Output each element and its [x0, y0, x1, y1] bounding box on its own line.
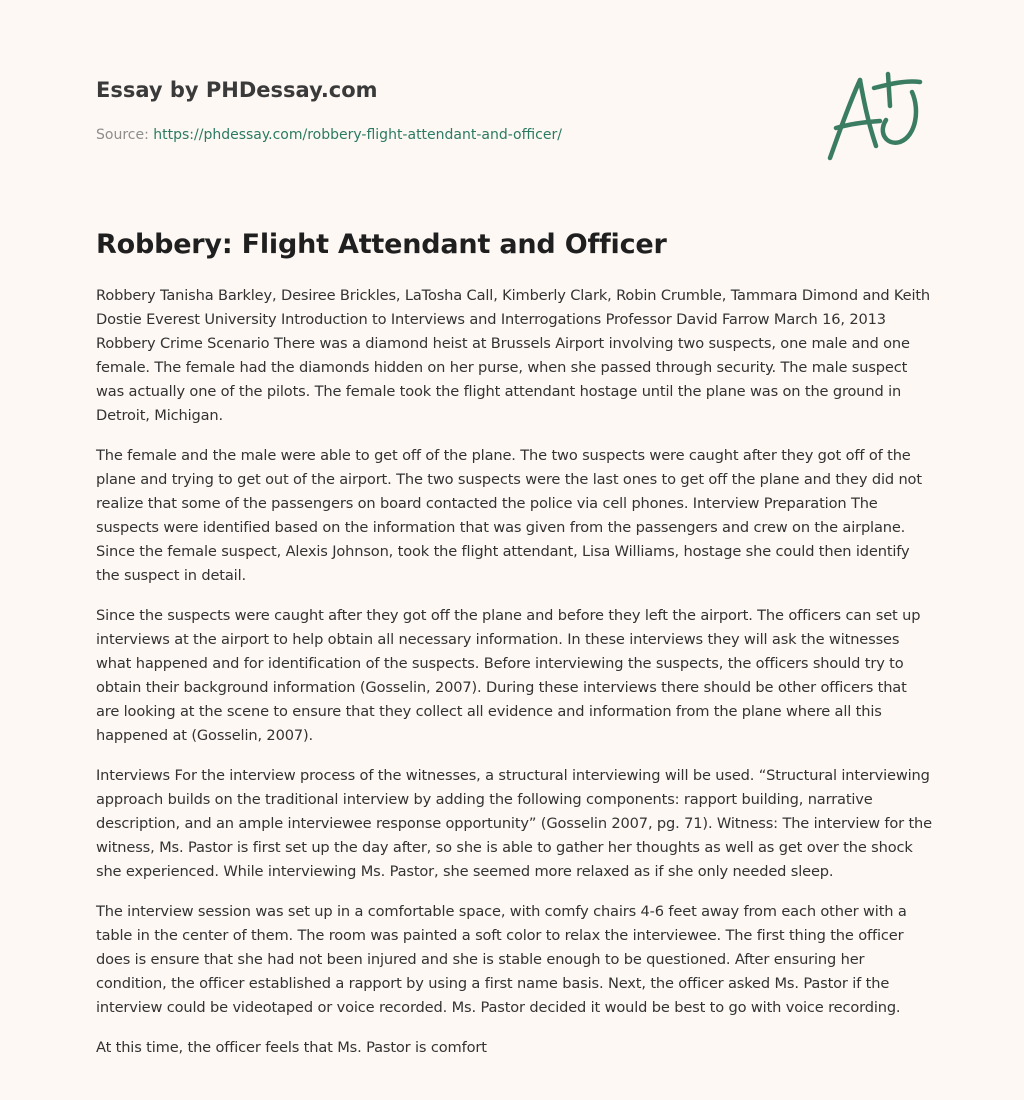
a-plus-logo-icon	[820, 66, 930, 166]
site-title: Essay by PHDessay.com	[96, 78, 378, 102]
site-header	[96, 76, 696, 144]
essay-paragraph: Interviews For the interview process of the witnesses, a structural interviewing will be used. “Structural interviewing approach builds on the traditional interview by adding the following components: rapport building, narrative description, and an ample interviewee response opportunity” (Gosselin 2007, pg. 71). Witness: The interview for the witness, Ms. Pastor is first set up the day after, so she is able to gather her thoughts as well as get over the shock she experienced. While interviewing Ms. Pastor, she seemed more relaxed as if she only needed sleep.	[96, 767, 932, 880]
essay-paragraph: At this time, the officer feels that Ms. Pastor is comfort	[96, 1039, 487, 1056]
essay-paragraph: Since the suspects were caught after they got off the plane and before they left the airport. The officers can set up interviews at the airport to help obtain all necessary information. In these interviews they will ask the witnesses what happened and for identification of the suspects. Before interviewing the suspects, the officers should try to obtain their background information (Gosselin, 2007). During these interviews there should be other officers that are looking at the scene to ensure that they collect all evidence and information from the plane where all this happened at (Gosselin, 2007).	[96, 607, 921, 744]
essay-paragraph: The interview session was set up in a comfortable space, with comfy chairs 4-6 feet away from each other with a table in the center of them. The room was painted a soft color to relax the interviewee. The first thing the officer does is ensure that she had not been injured and she is stable enough to be questioned. After ensuring her condition, the officer established a rapport by using a first name basis. Next, the officer asked Ms. Pastor if the interview could be videotaped or voice recorded. Ms. Pastor decided it would be best to go with voice recording.	[96, 903, 907, 1016]
essay-paragraph: Robbery Tanisha Barkley, Desiree Brickles, LaTosha Call, Kimberly Clark, Robin Crumble, Tammara Dimond and Keith Dostie Everest University Introduction to Interviews and Interrogations Professor David Farrow March 16, 2013 Robbery Crime Scenario There was a diamond heist at Brussels Airport involving two suspects, one male and one female. The female had the diamonds hidden on her purse, when she passed through security. The male suspect was actually one of the pilots. The female took the flight attendant hostage until the plane was on the ground in Detroit, Michigan.	[96, 287, 931, 424]
source-line	[96, 126, 696, 144]
essay-title: Robbery: Flight Attendant and Officer	[96, 229, 667, 260]
essay-paragraph: The female and the male were able to get off of the plane. The two suspects were caught after they got off of the plane and trying to get out of the airport. The two suspects were the last ones to get off the plane and they did not realize that some of the passengers on board contacted the police via cell phones. Interview Preparation The suspects were identified based on the information that was given from the passengers and crew on the airplane. Since the female suspect, Alexis Johnson, took the flight attendant, Lisa Williams, hostage she could then identify the suspect in detail.	[96, 447, 922, 584]
source-label: Source:	[96, 127, 154, 143]
source-link[interactable]: https://phdessay.com/robbery-flight-attendant-and-officer/	[153, 127, 562, 143]
essay-body	[96, 284, 932, 1076]
